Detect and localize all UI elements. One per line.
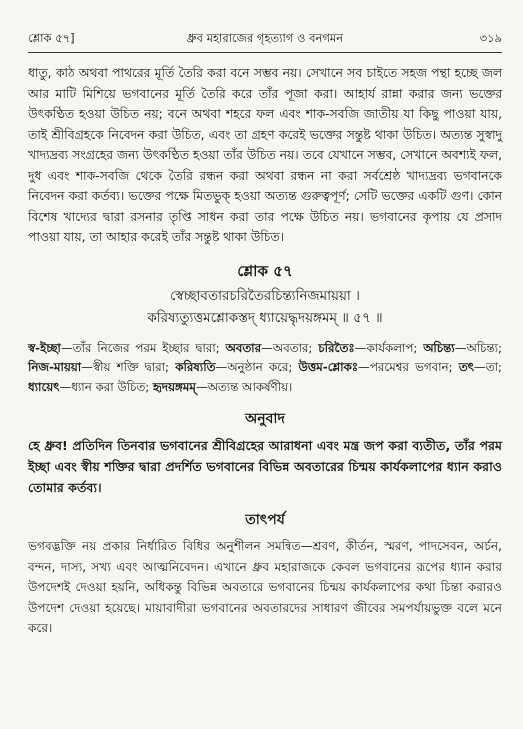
synonym-word: অচিন্ত্য <box>423 340 455 355</box>
synonyms <box>28 339 502 398</box>
synonym-meaning: —তা; <box>473 360 502 374</box>
synonym-meaning: —স্বীয় শক্তি দ্বারা; <box>81 360 176 374</box>
synonym-meaning: —অনুষ্ঠান করে; <box>215 360 299 374</box>
synonym-meaning: —কার্যকলাপ; <box>354 340 424 355</box>
synonym-word: অবতার <box>225 340 262 355</box>
page-number: ৩১৯ <box>479 31 502 45</box>
synonym-meaning: —তাঁর নিজের পরম ইচ্ছার দ্বারা; <box>60 340 226 355</box>
synonym-word: নিজ-মায়য়া <box>28 360 82 374</box>
translation-text: হে ধ্রুব! প্রতিদিন তিনবার ভগবানের শ্রীবিগ্রহের আরাধনা এবং মন্ত্র জপ করা ব্যতীত, তাঁর পরম ইচ্ছা এবং স্বীয় শক্তির দ্বারা প্রদর্শিত ভগবানের বিভিন্ন অবতারের চিন্ময় কার্যকলাপের ধ্যান করাও তোমার কর্তব্য। <box>28 438 502 495</box>
synonym-meaning: —ধ্যান করা উচিত; <box>59 379 153 394</box>
verse-reference: শ্লোক ৫৭] <box>28 31 75 45</box>
translation-heading: অনুবাদ <box>245 411 285 427</box>
synonym-word: করিষ্যতি <box>175 360 216 374</box>
synonym-word: ধ্যায়েৎ <box>28 379 60 394</box>
purport-text: ভগবদ্ভক্তি নয় প্রকার নির্ধারিত বিধির অনুশীলন সমন্বিত—শ্রবণ, কীর্তন, স্মরণ, পাদসেবন, অর্চন, বন্দন, দাস্য, সখ্য এবং আত্মনিবেদন। এখানে ধ্রুব মহারাজকে কেবল ভগবানের রূপের ধ্যান করার উপদেশই দেওয়া হয়নি, অধিকন্তু বিভিন্ন অবতারে ভগবানের চিন্ময় কার্যকলাপের কথা চিন্তা করারও উপদেশ দেওয়া হয়েছে। মায়াবাদীরা ভগবানের অবতারদের সাধারণ জীবের সমপর্যায়ভুক্ত বলে মনে করে। <box>28 539 502 635</box>
synonym-word: তৎ <box>458 360 474 374</box>
synonym-word: চরিতৈঃ <box>318 340 355 355</box>
purport-heading: তাৎপর্য <box>245 512 285 528</box>
page-header <box>28 30 502 53</box>
synonym-meaning: —পরমেশ্বর ভগবান; <box>358 360 459 374</box>
verse-line-1: স্বেচ্ছাবতারচরিতৈরচিন্ত্যনিজমায়য়া । <box>170 287 360 304</box>
chapter-title: ধ্রুব মহারাজের গৃহত্যাগ ও বনগমন <box>186 31 344 45</box>
synonym-meaning: —অত্যন্ত আকর্ষণীয়। <box>195 379 293 394</box>
verse-line-2: করিষ্যত্যুত্তমশ্লোকস্তদ্ ধ্যায়েদ্ধৃদয়ঙ্গমম্ ॥ ৫৭ ॥ <box>147 309 383 326</box>
synonym-word: হৃদয়ঙ্গমম্ <box>152 379 196 394</box>
synonym-word: উত্তম-শ্লোকঃ <box>298 360 359 374</box>
intro-paragraph: ধাতু, কাঠ অথবা পাথরের মূর্তি তৈরি করা বনে সম্ভব নয়। সেখানে সব চাইতে সহজ পন্থা হচ্ছে জল আর মাটি মিশিয়ে ভগবানের মূর্তি তৈরি করে তাঁর পূজা করা। আহার্য রান্না করার জন্য ভক্তের উৎকণ্ঠিত হওয়া উচিত নয়; বনে অথবা শহরে ফল এবং শাক-সবজি জাতীয় যা কিছু পাওয়া যায়, তাই শ্রীবিগ্রহকে নিবেদন করা উচিত, এবং তা গ্রহণ করেই ভক্তের সন্তুষ্ট থাকা উচিত। অত্যন্ত সুস্বাদু খাদ্যদ্রব্য সংগ্রহের জন্য উৎকণ্ঠিত হওয়া তাঁর উচিত নয়। তবে যেখানে সম্ভব, সেখানে অবশ্যই ফল, দুধ এবং শাক-সবজি থেকে তৈরি রন্ধন করা অথবা রন্ধন না করা সর্বশ্রেষ্ঠ খাদ্যদ্রব্য ভগবানকে নিবেদন করা কর্তব্য। ভক্তের পক্ষে মিতভুক্ হওয়া অত্যন্ত গুরুত্বপূর্ণ; সেটি ভক্তের একটি গুণ। কোন বিশেষ খাদ্যের দ্বারা রসনার তৃপ্তি সাধন করা তার পক্ষে উচিত নয়। ভগবানের কৃপায় যে প্রসাদ পাওয়া যায়, তা আহার করেই তাঁর সন্তুষ্ট থাকা উচিত। <box>28 66 502 244</box>
synonym-meaning: —অবতার; <box>261 340 319 355</box>
synonym-meaning: —অচিন্ত্য; <box>454 340 502 355</box>
verse-title: শ্লোক ৫৭ <box>237 261 293 280</box>
synonym-word: স্ব-ইচ্ছা <box>28 340 61 355</box>
book-page <box>28 30 502 639</box>
